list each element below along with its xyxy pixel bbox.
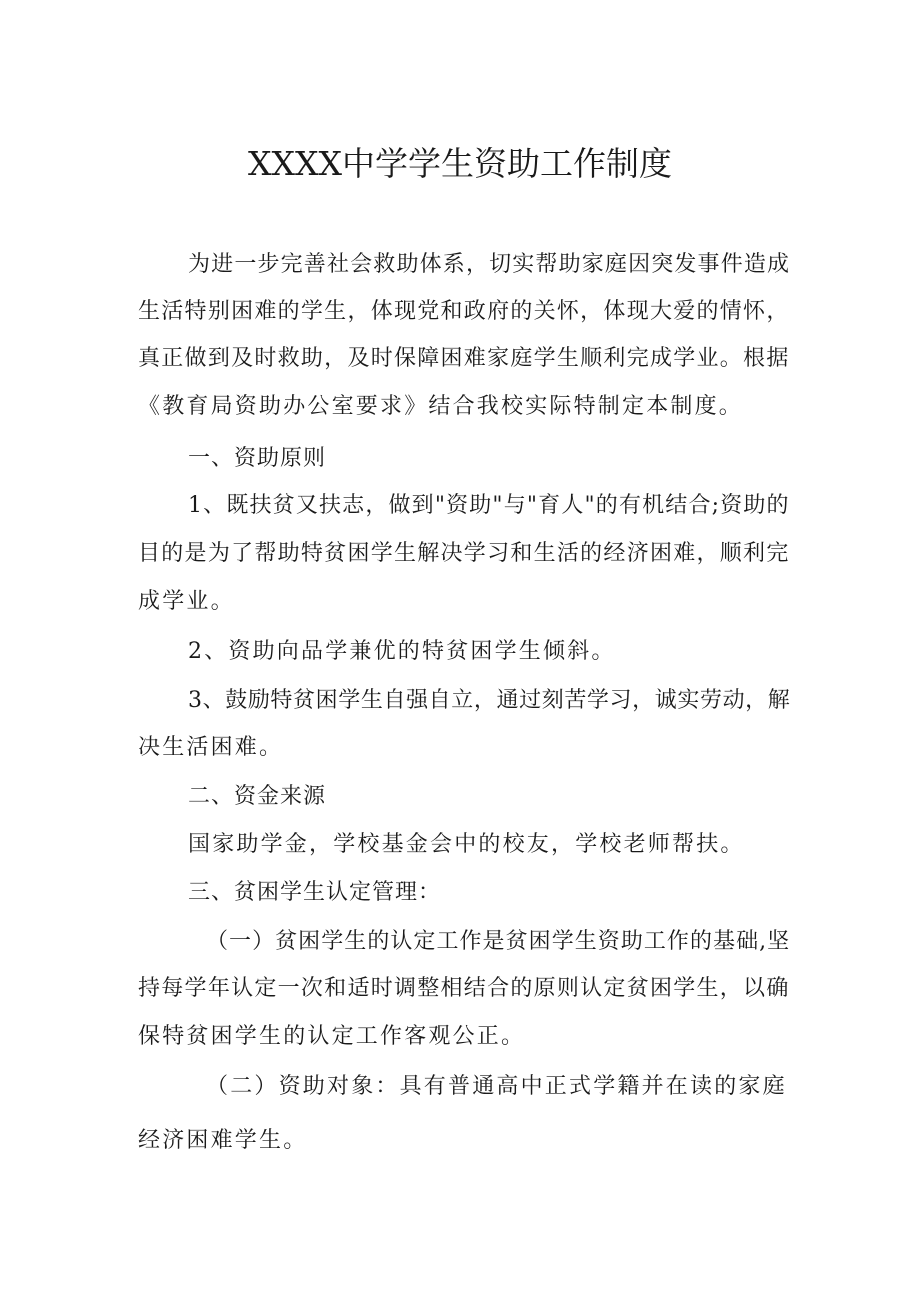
section3-item1-line-3: 保特贫困学生的认定工作客观公正。	[138, 1024, 526, 1049]
section1-heading: 一、资助原则	[188, 446, 327, 471]
section1-item2: 2、资助向品学兼优的特贫困学生倾斜。	[188, 639, 616, 664]
section2-text: 国家助学金，学校基金会中的校友，学校老师帮扶。	[188, 832, 745, 857]
section1-item1-line-2: 目的是为了帮助特贫困学生解决学习和生活的经济困难，顺利完	[138, 541, 790, 566]
section2-heading: 二、资金来源	[188, 784, 327, 809]
intro-line-3: 真正做到及时救助，及时保障困难家庭学生顺利完成学业。根据	[138, 346, 790, 371]
intro-line-2: 生活特别困难的学生，体现党和政府的关怀，体现大爱的情怀，	[138, 299, 790, 324]
section1-item3-line-2: 决生活困难。	[138, 735, 284, 760]
section1-item1-line-3: 成学业。	[138, 589, 235, 614]
section1-item1-line-1: 1、既扶贫又扶志，做到"资助"与"育人"的有机结合;资助的	[188, 493, 790, 518]
section1-item3-line-1: 3、鼓励特贫困学生自强自立，通过刻苦学习，诚实劳动，解	[188, 688, 791, 713]
document-title: XXXX中学学生资助工作制度	[248, 144, 672, 183]
section3-item1-line-2: 持每学年认定一次和适时调整相结合的原则认定贫困学生，以确	[138, 976, 790, 1001]
section3-item2-line-1: （二）资助对象：具有普通高中正式学籍并在读的家庭	[206, 1074, 787, 1099]
section3-heading: 三、贫困学生认定管理：	[188, 880, 442, 905]
intro-line-4: 《教育局资助办公室要求》结合我校实际特制定本制度。	[138, 394, 744, 419]
intro-line-1: 为进一步完善社会救助体系，切实帮助家庭因突发事件造成	[188, 252, 791, 277]
section3-item2-line-2: 经济困难学生。	[138, 1128, 308, 1153]
section3-item1-line-1: （一）贫困学生的认定工作是贫困学生资助工作的基础,坚	[206, 929, 791, 954]
